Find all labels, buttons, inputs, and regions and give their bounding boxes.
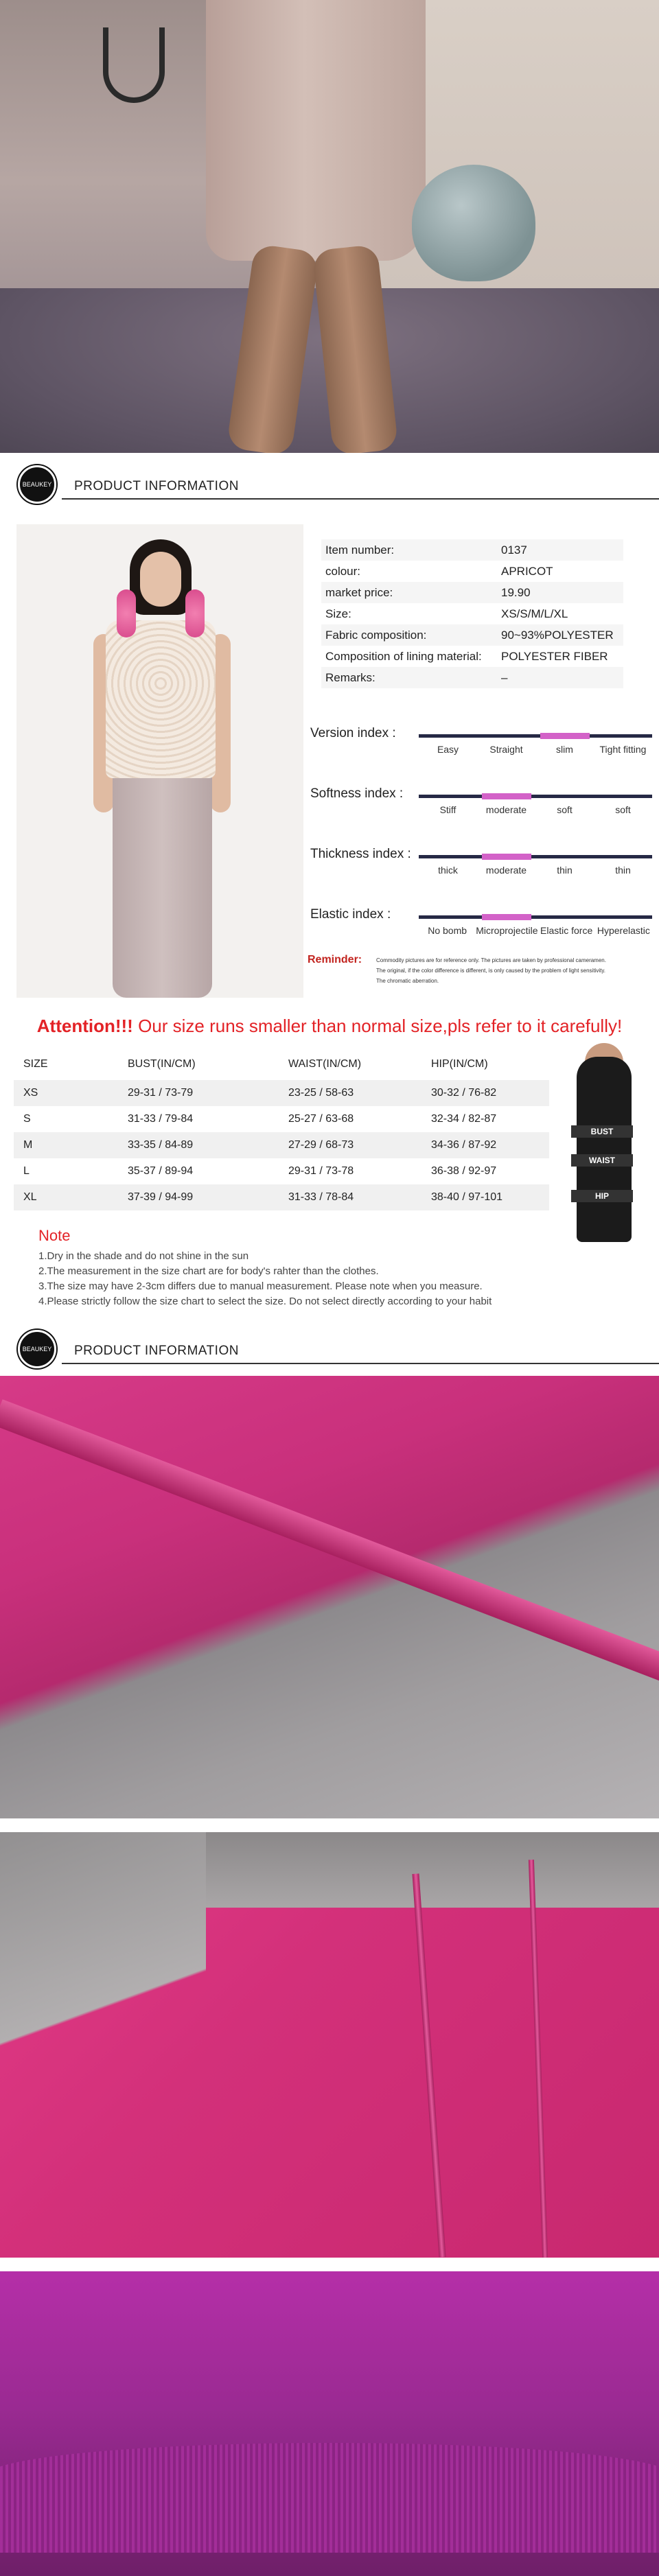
- table-cell: 34-36 / 87-92: [431, 1139, 497, 1151]
- background-gray: [0, 1832, 206, 2059]
- index-bar: [419, 734, 652, 738]
- table-cell: 33-35 / 84-89: [128, 1139, 194, 1151]
- size-table: [14, 1049, 549, 1210]
- earring: [117, 589, 136, 637]
- table-cell: 37-39 / 94-99: [128, 1191, 194, 1203]
- spec-row: [321, 539, 623, 561]
- index-label: Softness index :: [310, 786, 404, 801]
- fabric-seam: [529, 1860, 548, 2258]
- table-row: [14, 1106, 549, 1132]
- spec-key: market price:: [325, 585, 393, 599]
- col-header: WAIST(IN/CM): [288, 1058, 362, 1070]
- spec-key: Size:: [325, 607, 351, 620]
- fabric-ribbed-band: [0, 2443, 659, 2553]
- index-label: Thickness index :: [310, 847, 411, 861]
- divider: [62, 1363, 659, 1364]
- index-label: Version index :: [310, 726, 396, 740]
- reminder-label: Reminder:: [308, 954, 362, 965]
- table-cell: 27-29 / 68-73: [288, 1139, 354, 1151]
- index-option: thin: [557, 865, 573, 876]
- size-attention-banner: [0, 1016, 659, 1037]
- spec-key: Remarks:: [325, 670, 375, 684]
- section-header-product-info: [0, 458, 659, 506]
- index-label: Elastic index :: [310, 907, 391, 922]
- note-line: 4.Please strictly follow the size chart to select the size. Do not select directly according to your habit: [38, 1296, 492, 1307]
- section-title: PRODUCT INFORMATION: [74, 1344, 239, 1358]
- index-option: soft: [615, 804, 631, 815]
- index-option: Tight fitting: [599, 744, 647, 755]
- divider: [62, 498, 659, 500]
- size-table-header: [14, 1049, 549, 1080]
- table-row: [14, 1132, 549, 1158]
- index-bar: [419, 855, 652, 858]
- table-cell: M: [23, 1139, 33, 1151]
- index-options: [419, 804, 652, 815]
- spec-value: 19.90: [501, 585, 531, 599]
- brand-logo: BEAUKEY: [18, 465, 56, 504]
- index-option: No bomb: [428, 925, 467, 936]
- reminder-line: The original, if the color difference is different, is only caused by the problem of light sensitivity.: [376, 968, 605, 974]
- care-notes: [0, 1223, 659, 1326]
- size-figure: [557, 1043, 647, 1249]
- spec-key: Composition of lining material:: [325, 649, 482, 663]
- reminder-line: Commodity pictures are for reference only. The pictures are taken by professional cameramen.: [376, 957, 606, 963]
- table-cell: XS: [23, 1087, 38, 1099]
- section-header-product-info-2: [0, 1323, 659, 1372]
- fabric-fold: [0, 1399, 659, 1696]
- spec-row: [321, 561, 623, 582]
- table-cell: 38-40 / 97-101: [431, 1191, 503, 1203]
- index-option: slim: [556, 744, 573, 755]
- table-cell: S: [23, 1113, 31, 1125]
- fabric-detail-photo-2: [0, 1832, 659, 2258]
- table-cell: 29-31 / 73-78: [288, 1165, 354, 1177]
- spec-row: [321, 624, 623, 646]
- index-highlight: [482, 854, 531, 860]
- spec-table: [321, 539, 623, 688]
- spec-value: –: [501, 670, 508, 684]
- table-cell: 30-32 / 76-82: [431, 1087, 497, 1099]
- index-option: Hyperelastic: [597, 925, 650, 936]
- spec-value: POLYESTER FIBER: [501, 649, 608, 663]
- spec-key: Item number:: [325, 543, 395, 557]
- attention-text: Our size runs smaller than normal size,pls refer to it carefully!: [132, 1016, 623, 1036]
- spec-value: XS/S/M/L/XL: [501, 607, 568, 620]
- index-option: thick: [438, 865, 458, 876]
- index-highlight: [482, 914, 531, 920]
- index-option: moderate: [485, 865, 527, 876]
- reminder-line: The chromatic aberration.: [376, 978, 439, 984]
- index-option: Stiff: [439, 804, 456, 815]
- index-options: [419, 744, 652, 755]
- index-bar: [419, 795, 652, 798]
- hero-product-photo: [0, 0, 659, 453]
- table-cell: 29-31 / 73-79: [128, 1087, 194, 1099]
- model-photo: [16, 524, 303, 998]
- spec-key: Fabric composition:: [325, 628, 427, 642]
- note-title: Note: [38, 1227, 71, 1244]
- spec-row: [321, 582, 623, 603]
- col-header: HIP(IN/CM): [431, 1058, 488, 1070]
- note-line: 3.The size may have 2-3cm differs due to manual measurement. Please note when you measure.: [38, 1280, 483, 1292]
- note-line: 2.The measurement in the size chart are for body's rahter than the clothes.: [38, 1265, 379, 1277]
- bust-label: BUST: [571, 1125, 633, 1138]
- spec-row: [321, 603, 623, 624]
- table-row: [14, 1080, 549, 1106]
- table-cell: 35-37 / 89-94: [128, 1165, 194, 1177]
- index-option: moderate: [485, 804, 527, 815]
- index-option: soft: [557, 804, 573, 815]
- table-cell: 32-34 / 82-87: [431, 1113, 497, 1125]
- coat-hook: [103, 27, 165, 103]
- index-bar: [419, 915, 652, 919]
- note-line: 1.Dry in the shade and do not shine in the sun: [38, 1250, 249, 1262]
- table-cell: L: [23, 1165, 30, 1177]
- spec-value: 90~93%POLYESTER: [501, 628, 614, 642]
- spec-value: APRICOT: [501, 564, 553, 578]
- table-cell: 31-33 / 78-84: [288, 1191, 354, 1203]
- earring: [185, 589, 205, 637]
- index-option: Microprojectile: [476, 925, 538, 936]
- index-options: [419, 925, 652, 936]
- index-highlight: [540, 733, 590, 739]
- spec-value: 0137: [501, 543, 527, 557]
- attention-prefix: Attention!!!: [36, 1016, 133, 1036]
- section-title: PRODUCT INFORMATION: [74, 479, 239, 493]
- table-cell: 25-27 / 63-68: [288, 1113, 354, 1125]
- fabric-seam: [412, 1873, 446, 2257]
- fabric-detail-photo-1: [0, 1376, 659, 1818]
- table-cell: XL: [23, 1191, 37, 1203]
- spec-key: colour:: [325, 564, 361, 578]
- decorative-vase: [412, 165, 535, 281]
- model-face: [140, 552, 181, 607]
- col-header: BUST(IN/CM): [128, 1058, 196, 1070]
- waist-label: WAIST: [571, 1154, 633, 1167]
- product-info-section: [0, 508, 659, 1002]
- index-option: thin: [615, 865, 631, 876]
- index-option: Elastic force: [540, 925, 593, 936]
- index-highlight: [482, 793, 531, 799]
- model-lace-top: [106, 620, 216, 778]
- table-row: [14, 1184, 549, 1210]
- table-cell: 36-38 / 92-97: [431, 1165, 497, 1177]
- index-option: Easy: [437, 744, 459, 755]
- size-chart-section: [0, 1009, 659, 1256]
- table-cell: 23-25 / 58-63: [288, 1087, 354, 1099]
- brand-logo: BEAUKEY: [18, 1330, 56, 1368]
- figure-dress: [577, 1057, 632, 1242]
- table-row: [14, 1158, 549, 1184]
- col-header: SIZE: [23, 1058, 48, 1070]
- hip-label: HIP: [571, 1190, 633, 1202]
- fabric-detail-photo-3: [0, 2271, 659, 2576]
- spec-row: [321, 646, 623, 667]
- dress-skirt: [206, 0, 426, 261]
- spec-row: [321, 667, 623, 688]
- index-option: Straight: [489, 744, 523, 755]
- index-options: [419, 865, 652, 876]
- reminder-text: [376, 955, 658, 986]
- table-cell: 31-33 / 79-84: [128, 1113, 194, 1125]
